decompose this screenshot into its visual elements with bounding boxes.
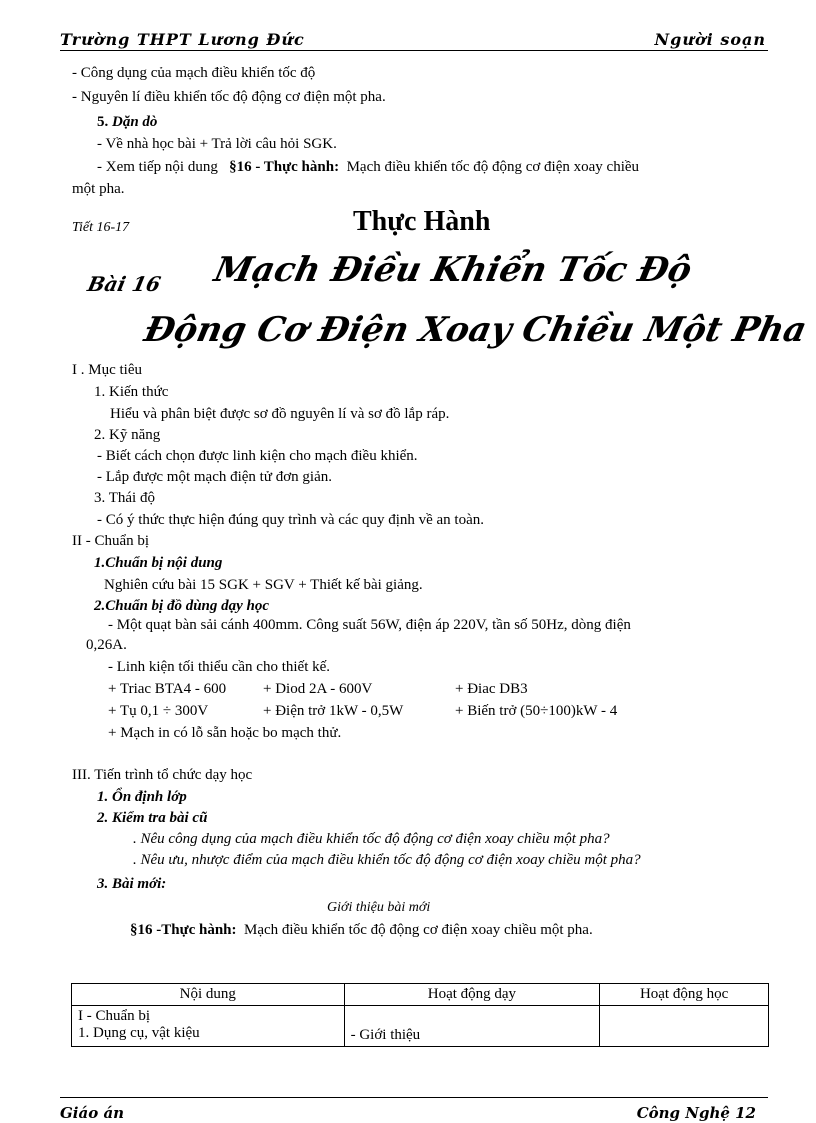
- table-cell-content-line-2: 1. Dụng cụ, vật kiệu: [78, 1025, 200, 1041]
- skills-title: 2. Kỹ năng: [94, 427, 161, 443]
- footer-rule: [60, 1097, 768, 1098]
- top-line-1: - Công dụng của mạch điều khiển tốc độ: [72, 65, 316, 81]
- section5-heading: [97, 114, 157, 131]
- table-cell-teaching: [344, 1006, 600, 1047]
- next-lesson-rest: Mạch điều khiển tốc độ động cơ điện xoay chiều: [346, 159, 640, 175]
- table-cell-content: [72, 1006, 345, 1047]
- table-header-learning: Hoạt động học: [600, 984, 769, 1006]
- table-cell-teaching-text: - Giới thiệu: [350, 1027, 421, 1043]
- lesson-label: Bài 16: [85, 272, 163, 296]
- next-lesson-cont: một pha.: [72, 181, 125, 197]
- lesson-table: [71, 983, 769, 1047]
- prep-tools-line-2: 0,26A.: [86, 637, 127, 653]
- new-lesson-title: [130, 922, 593, 939]
- attitude-title: 3. Thái độ: [94, 490, 155, 506]
- table-cell-content-line-1: I - Chuẩn bị: [78, 1008, 151, 1024]
- title-main: Thực Hành: [353, 206, 491, 237]
- table-header-teaching: Hoạt động dạy: [344, 984, 600, 1006]
- title-line-1: Mạch Điều Khiển Tốc Độ: [210, 250, 696, 290]
- footer-right: Công Nghệ 12: [636, 1104, 756, 1122]
- component-1-1: + Triac BTA4 - 600: [108, 681, 227, 697]
- process-step-1: 1. Ổn định lớp: [97, 789, 187, 805]
- footer-left: Giáo án: [60, 1104, 125, 1122]
- prep-tools-line-1: - Một quạt bàn sải cánh 400mm. Công suất 56W, điện áp 220V, tần số 50Hz, dòng điện: [108, 617, 631, 633]
- prep-content-text: Nghiên cứu bài 15 SGK + SGV + Thiết kế bài giảng.: [104, 577, 423, 593]
- period-label: Tiết 16-17: [72, 220, 130, 235]
- table-header-row: [72, 984, 769, 1006]
- component-2-1: + Tụ 0,1 ÷ 300V: [108, 703, 209, 719]
- next-lesson-prefix: - Xem tiếp nội dung: [97, 159, 218, 175]
- process-step-3: 3. Bài mới:: [97, 876, 167, 892]
- new-lesson-intro: Giới thiệu bài mới: [327, 900, 431, 915]
- prep-tools-title: 2.Chuẩn bị đồ dùng dạy học: [94, 598, 270, 614]
- knowledge-text: Hiểu và phân biệt được sơ đồ nguyên lí và sơ đồ lắp ráp.: [110, 406, 450, 422]
- process-step-2: 2. Kiểm tra bài cũ: [97, 810, 208, 826]
- table-cell-learning: [600, 1006, 769, 1047]
- process-heading: III. Tiến trình tổ chức dạy học: [72, 767, 253, 783]
- components-last: + Mạch in có lỗ sẵn hoặc bo mạch thử.: [108, 725, 342, 741]
- table-header-content: Nội dung: [72, 984, 345, 1006]
- new-lesson-bold: §16 -Thực hành:: [130, 922, 237, 938]
- component-2-3: + Biến trở (50÷100)kW - 4: [455, 703, 618, 719]
- review-question-1: . Nêu công dụng của mạch điều khiển tốc độ động cơ điện xoay chiều một pha?: [133, 831, 610, 847]
- section5-title: Dặn dò: [112, 114, 158, 130]
- next-lesson-line: [97, 159, 769, 176]
- attitude-text: - Có ý thức thực hiện đúng quy trình và các quy định về an toàn.: [97, 512, 485, 528]
- component-1-3: + Điac DB3: [455, 681, 528, 697]
- component-1-2: + Diod 2A - 600V: [263, 681, 373, 697]
- header-school: Trường THPT Lương Đức: [60, 30, 305, 49]
- section5-num: 5.: [97, 114, 109, 130]
- objectives-heading: I . Mục tiêu: [72, 362, 142, 378]
- table-row: [72, 1006, 769, 1047]
- title-line-2: Động Cơ Điện Xoay Chiều Một Pha: [140, 310, 811, 350]
- header-rule: [60, 50, 768, 51]
- component-2-2: + Điện trở 1kW - 0,5W: [263, 703, 404, 719]
- top-line-2: - Nguyên lí điều khiển tốc độ động cơ điện một pha.: [72, 89, 386, 105]
- knowledge-title: 1. Kiến thức: [94, 384, 169, 400]
- header-author: Người soạn: [654, 30, 766, 49]
- new-lesson-rest: Mạch điều khiển tốc độ động cơ điện xoay chiều một pha.: [244, 922, 593, 938]
- prep-content-title: 1.Chuẩn bị nội dung: [94, 555, 223, 571]
- skills-line-2: - Lắp được một mạch điện tử đơn giản.: [97, 469, 332, 485]
- review-question-2: . Nêu ưu, nhược điểm của mạch điều khiển tốc độ động cơ điện xoay chiều một pha?: [133, 852, 641, 868]
- prep-heading: II - Chuẩn bị: [72, 533, 150, 549]
- skills-line-1: - Biết cách chọn được linh kiện cho mạch điều khiển.: [97, 448, 418, 464]
- next-lesson-bold: §16 - Thực hành:: [229, 159, 340, 175]
- homework-line: - Về nhà học bài + Trả lời câu hỏi SGK.: [97, 136, 337, 152]
- components-intro: - Linh kiện tối thiểu cần cho thiết kế.: [108, 659, 331, 675]
